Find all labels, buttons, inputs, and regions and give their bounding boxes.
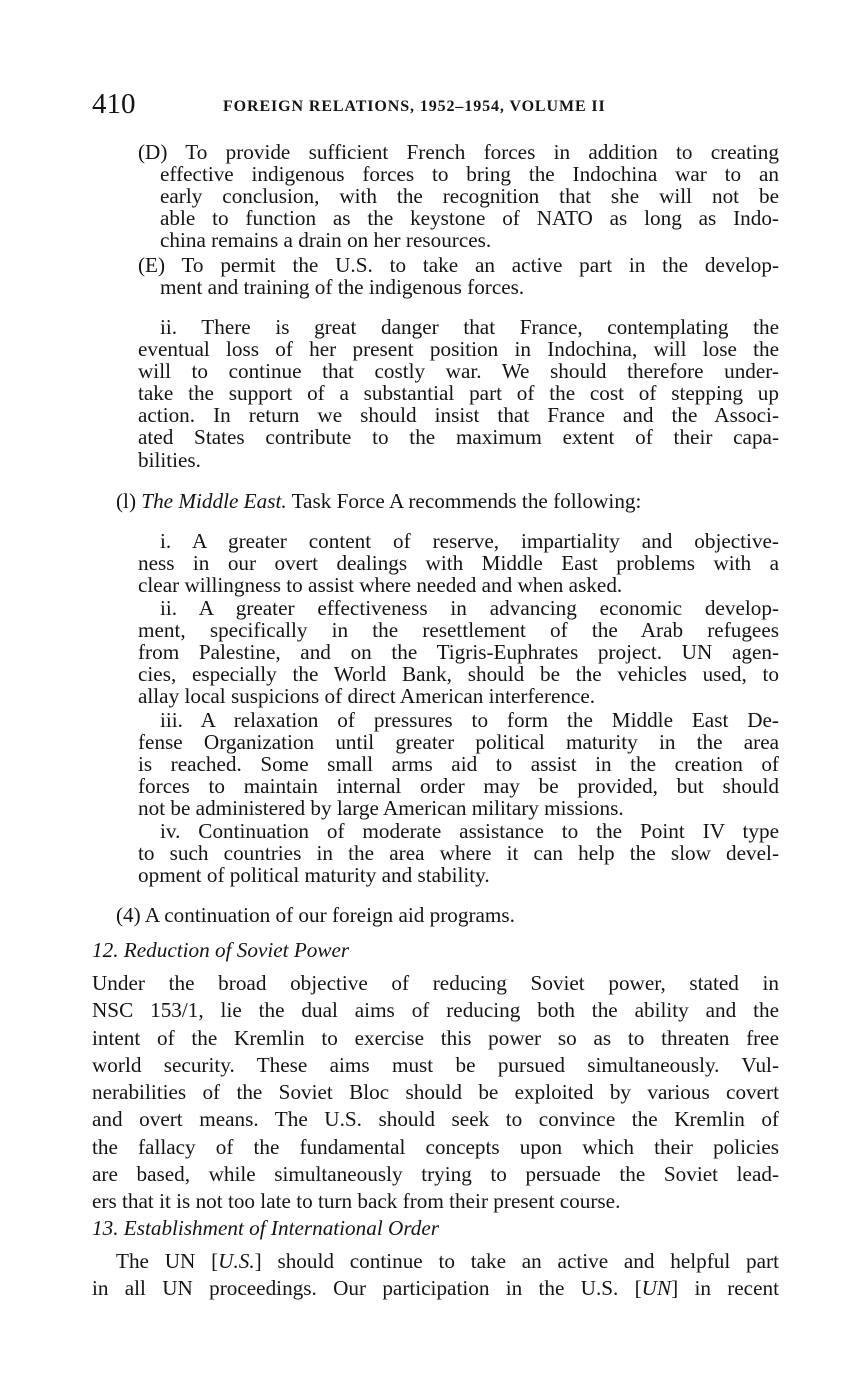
- text-line: to such countries in the area where it can help the slow devel-: [138, 841, 779, 866]
- middle-east-i: [138, 530, 779, 596]
- section-12-heading: [92, 938, 349, 962]
- paragraph-ii: [138, 316, 779, 471]
- text-fragment: in all UN proceedings. Our participation in the U.S. [: [92, 1276, 642, 1301]
- text-line: cies, especially the World Bank, should be the vehicles used, to: [138, 662, 779, 687]
- text-line: take the support of a substantial part of the cost of stepping up: [138, 381, 779, 406]
- middle-east-title: The Middle East.: [141, 489, 287, 513]
- text-fragment: ] in recent: [671, 1276, 779, 1301]
- section-12-body: [92, 970, 779, 1216]
- italic-fragment: UN: [641, 1276, 672, 1301]
- italic-fragment: U.S.: [218, 1249, 255, 1273]
- text-line: fense Organization until greater political maturity in the area: [138, 730, 779, 755]
- text-line: china remains a drain on her resources.: [160, 228, 492, 253]
- text-line: the fallacy of the fundamental concepts upon which their policies: [92, 1134, 779, 1159]
- text-line: [116, 1248, 779, 1275]
- text-line: and overt means. The U.S. should seek to convince the Kremlin of: [92, 1107, 779, 1132]
- text-line: ness in our overt dealings with Middle East problems with a: [138, 551, 779, 576]
- text-line: from Palestine, and on the Tigris-Euphrates project. UN agen-: [138, 640, 779, 665]
- text-line: intent of the Kremlin to exercise this power so as to threaten free: [92, 1025, 779, 1050]
- text-line: i. A greater content of reserve, impartiality and objective-: [160, 529, 779, 553]
- text-line: iii. A relaxation of pressures to form the Middle East De-: [160, 708, 779, 732]
- text-line: ii. A greater effectiveness in advancing economic develop-: [160, 596, 779, 620]
- middle-east-iv: [138, 820, 779, 886]
- section-title: Establishment of International Order: [123, 1216, 440, 1240]
- section-13-body: [92, 1248, 779, 1303]
- text-line: ment, specifically in the resettlement of the Arab refugees: [138, 618, 779, 643]
- text-line: iv. Continuation of moderate assistance to the Point IV type: [160, 819, 779, 843]
- text-line: action. In return we should insist that France and the Associ-: [138, 403, 779, 428]
- text-line: clear willingness to assist where needed and when asked.: [138, 573, 623, 598]
- text-line: early conclusion, with the recognition that she will not be: [160, 184, 779, 209]
- text-line: able to function as the keystone of NATO as long as Indo-: [160, 206, 779, 231]
- text-line: not be administered by large American military missions.: [138, 796, 624, 821]
- page-header: [92, 86, 782, 126]
- page-number: 410: [92, 88, 136, 120]
- text-line: allay local suspicions of direct American interference.: [138, 684, 596, 709]
- item-e: [138, 254, 779, 298]
- item-label: (l): [116, 489, 136, 513]
- text-line: opment of political maturity and stability.: [138, 863, 490, 888]
- text-line: Under the broad objective of reducing Soviet power, stated in: [92, 971, 779, 995]
- middle-east-iii: [138, 709, 779, 819]
- text-line: (E) To permit the U.S. to take an active part in the develop-: [138, 253, 779, 277]
- text-fragment: The UN [: [116, 1249, 219, 1273]
- item-4: (4) A continuation of our foreign aid programs.: [116, 903, 515, 927]
- text-line: ment and training of the indigenous forces.: [160, 275, 525, 300]
- text-fragment: ] should continue to take an active and helpful part: [254, 1249, 779, 1273]
- text-line: forces to maintain internal order may be provided, but should: [138, 774, 779, 799]
- section-number: 12.: [92, 938, 119, 962]
- running-head: FOREIGN RELATIONS, 1952–1954, VOLUME II: [223, 98, 606, 115]
- item-d: [138, 141, 779, 251]
- text-line: (D) To provide sufficient French forces in addition to creating: [138, 140, 779, 164]
- middle-east-item: [116, 490, 779, 512]
- text-line: is reached. Some small arms aid to assist in the creation of: [138, 752, 779, 777]
- text-line: bilities.: [138, 447, 201, 472]
- text-line: eventual loss of her present position in Indochina, will lose the: [138, 337, 779, 362]
- section-title: Reduction of Soviet Power: [123, 938, 350, 962]
- text-line: will to continue that costly war. We should therefore under-: [138, 359, 779, 384]
- text-line: are based, while simultaneously trying to persuade the Soviet lead-: [92, 1162, 779, 1187]
- text-line: NSC 153/1, lie the dual aims of reducing both the ability and the: [92, 998, 779, 1023]
- middle-east-ii: [138, 597, 779, 707]
- text-line: world security. These aims must be pursued simultaneously. Vul-: [92, 1052, 779, 1077]
- section-13-heading: [92, 1216, 439, 1240]
- middle-east-intro: Task Force A recommends the following:: [291, 489, 642, 513]
- section-number: 13.: [92, 1216, 119, 1240]
- text-line: [92, 1275, 779, 1302]
- text-line: nerabilities of the Soviet Bloc should be exploited by various covert: [92, 1080, 779, 1105]
- text-line: ii. There is great danger that France, contemplating the: [160, 315, 779, 339]
- text-line: ated States contribute to the maximum extent of their capa-: [138, 425, 779, 450]
- text-line: effective indigenous forces to bring the Indochina war to an: [160, 162, 779, 187]
- text-line: ers that it is not too late to turn back from their present course.: [92, 1189, 621, 1214]
